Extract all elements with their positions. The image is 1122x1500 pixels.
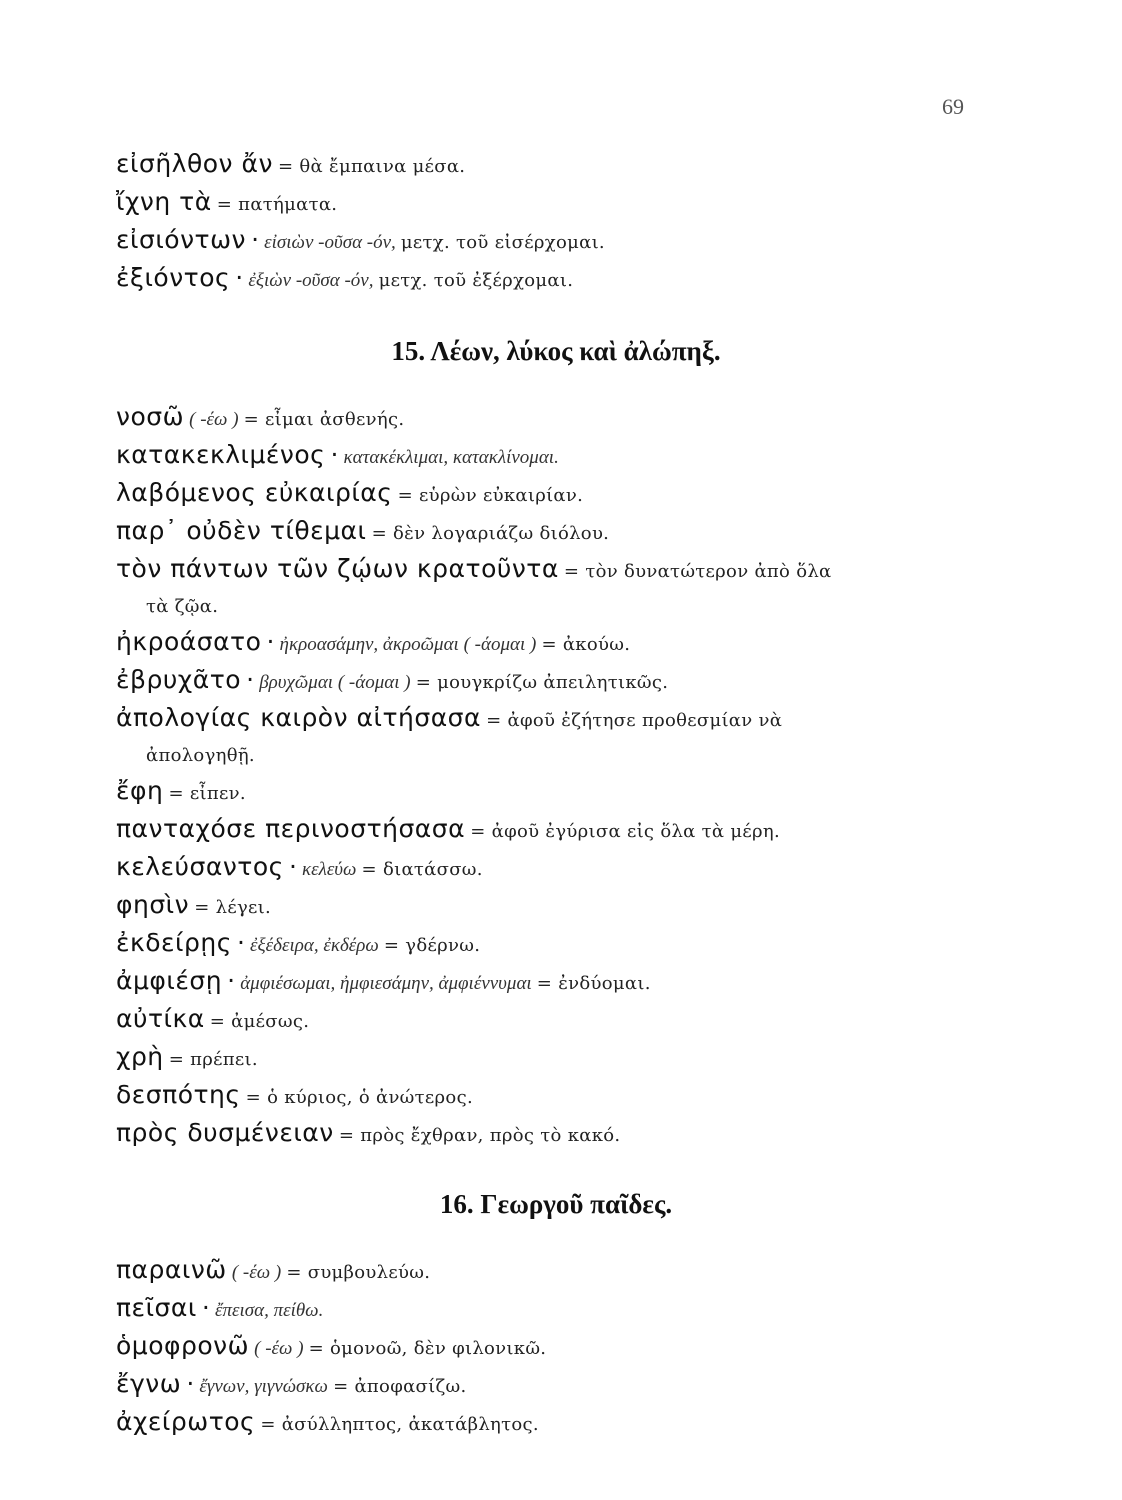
glossary-entry bbox=[116, 849, 996, 887]
glossary-entry bbox=[116, 1077, 996, 1115]
gloss-text: = ὁμονοῶ, δὲν φιλονικῶ. bbox=[308, 1338, 547, 1359]
gloss-text: = εἶπεν. bbox=[168, 783, 246, 804]
glossary-content bbox=[116, 146, 996, 1442]
grammar-note: ἐξέδειρα, ἐκδέρω bbox=[250, 935, 379, 956]
headword: ἐξιόντος bbox=[116, 263, 231, 292]
headword: αὐτίκα bbox=[116, 1004, 205, 1033]
section-title-16: 16. Γεωργοῦ παῖδες. bbox=[439, 1189, 673, 1219]
grammar-note: ( -έω ) bbox=[189, 409, 239, 430]
gloss-text: = εἶμαι ἀσθενής. bbox=[243, 409, 405, 430]
gloss-text: = συμβουλεύω. bbox=[286, 1262, 431, 1283]
glossary-entry bbox=[116, 260, 996, 298]
headword: ἴχνη τὰ bbox=[116, 187, 212, 216]
grammar-note: ἀμφιέσωμαι, ἠμφιεσάμην, ἀμφιέννυμαι bbox=[240, 973, 532, 994]
headword: ἔφη bbox=[116, 776, 164, 805]
glossary-entry bbox=[116, 551, 996, 589]
gloss-text: τὰ ζῷα. bbox=[146, 596, 219, 617]
grammar-note: εἰσιὼν -οῦσα -όν, bbox=[264, 232, 396, 253]
headword: τὸν πάντων τῶν ζῴων κρατοῦντα bbox=[116, 554, 559, 583]
gloss-text: = θὰ ἔμπαινα μέσα. bbox=[278, 156, 466, 177]
glossary-entry bbox=[116, 1404, 996, 1442]
glossary-entry bbox=[116, 700, 996, 738]
glossary-entry bbox=[116, 773, 996, 811]
gloss-text: = ὁ κύριος, ὁ ἀνώτερος. bbox=[245, 1087, 473, 1108]
headword: δεσπότης bbox=[116, 1080, 241, 1109]
entry-list-c bbox=[116, 1252, 996, 1442]
gloss-text: = ἀφοῦ ἐγύρισα εἰς ὅλα τὰ μέρη. bbox=[470, 821, 780, 842]
grammar-note: βρυχῶμαι ( -άομαι ) bbox=[259, 672, 411, 693]
grammar-note: ( -έω ) bbox=[231, 1262, 282, 1283]
glossary-entry bbox=[116, 475, 996, 513]
glossary-entry bbox=[116, 513, 996, 551]
headword: ἀπολογίας καιρὸν αἰτήσασα bbox=[116, 703, 482, 732]
separator: · bbox=[246, 665, 255, 694]
separator: · bbox=[227, 966, 236, 995]
gloss-text: = εὑρὼν εὐκαιρίαν. bbox=[397, 485, 584, 506]
separator: · bbox=[235, 263, 244, 292]
headword: κελεύσαντος bbox=[116, 852, 284, 881]
glossary-entry bbox=[116, 1290, 996, 1328]
glossary-entry bbox=[116, 1115, 996, 1153]
gloss-text: = ἀκούω. bbox=[541, 634, 631, 655]
grammar-note: κελεύω bbox=[301, 859, 357, 880]
gloss-text: = γδέρνω. bbox=[383, 935, 481, 956]
headword: πανταχόσε περινοστήσασα bbox=[116, 814, 466, 843]
glossary-entry bbox=[116, 925, 996, 963]
separator: · bbox=[186, 1369, 195, 1398]
separator: · bbox=[288, 852, 297, 881]
grammar-note: ( -έω ) bbox=[254, 1338, 304, 1359]
headword: νοσῶ bbox=[116, 402, 185, 431]
gloss-text: = πρέπει. bbox=[168, 1049, 258, 1070]
glossary-entry bbox=[116, 887, 996, 925]
gloss-text: = ἀφοῦ ἐζήτησε προθεσμίαν νὰ bbox=[486, 710, 783, 731]
headword: παρ᾽ οὐδὲν τίθεμαι bbox=[116, 516, 367, 545]
headword: χρὴ bbox=[116, 1042, 164, 1071]
gloss-text: = διατάσσω. bbox=[361, 859, 483, 880]
headword: λαβόμενος εὐκαιρίας bbox=[116, 478, 393, 507]
gloss-text: = πατήματα. bbox=[216, 194, 338, 215]
grammar-note: ἐξιὼν -οῦσα -όν, bbox=[248, 270, 374, 291]
headword: παραινῶ bbox=[116, 1255, 227, 1284]
glossary-entry bbox=[116, 399, 996, 437]
glossary-entry bbox=[116, 1252, 996, 1290]
page-number: 69 bbox=[942, 94, 964, 119]
gloss-text: = δὲν λογαριάζω διόλου. bbox=[371, 523, 610, 544]
gloss-text: ἀπολογηθῇ. bbox=[146, 745, 255, 766]
headword: ἀμφιέσῃ bbox=[116, 966, 223, 995]
headword: πεῖσαι bbox=[116, 1293, 197, 1322]
headword: εἰσιόντων bbox=[116, 225, 246, 254]
glossary-entry bbox=[116, 184, 996, 222]
headword: ἐκδείρῃς bbox=[116, 928, 232, 957]
glossary-entry bbox=[116, 1328, 996, 1366]
separator: · bbox=[330, 440, 339, 469]
gloss-text: = ἀσύλληπτος, ἀκατάβλητος. bbox=[260, 1414, 539, 1435]
glossary-entry bbox=[116, 662, 996, 700]
entry-list-a bbox=[116, 146, 996, 298]
gloss-text: = μουγκρίζω ἀπειλητικῶς. bbox=[415, 672, 669, 693]
headword: ἐβρυχᾶτο bbox=[116, 665, 242, 694]
headword: ὁμοφρονῶ bbox=[116, 1331, 250, 1360]
glossary-entry bbox=[116, 963, 996, 1001]
glossary-entry bbox=[116, 146, 996, 184]
glossary-entry bbox=[116, 222, 996, 260]
headword: ἀχείρωτος bbox=[116, 1407, 256, 1436]
section-title-15: 15. Λέων, λύκος καὶ ἀλώπηξ. bbox=[391, 336, 721, 366]
glossary-entry bbox=[116, 1001, 996, 1039]
separator: · bbox=[251, 225, 260, 254]
gloss-text: = λέγει. bbox=[194, 897, 272, 918]
gloss-text: = ἀμέσως. bbox=[209, 1011, 310, 1032]
headword: ἔγνω bbox=[116, 1369, 182, 1398]
headword: κατακεκλιμένος bbox=[116, 440, 326, 469]
separator: · bbox=[201, 1293, 210, 1322]
grammar-note: ἠκροασάμην, ἀκροῶμαι ( -άομαι ) bbox=[279, 634, 537, 655]
gloss-text: = τὸν δυνατώτερον ἀπὸ ὅλα bbox=[563, 561, 832, 582]
separator: · bbox=[266, 627, 275, 656]
gloss-text: μετχ. τοῦ ἐξέρχομαι. bbox=[378, 270, 574, 291]
gloss-text: μετχ. τοῦ εἰσέρχομαι. bbox=[400, 232, 605, 253]
headword: ἠκροάσατο bbox=[116, 627, 262, 656]
grammar-note: κατακέκλιμαι, κατακλίνομαι. bbox=[343, 447, 559, 468]
glossary-entry bbox=[116, 811, 996, 849]
separator: · bbox=[237, 928, 245, 957]
glossary-entry bbox=[116, 437, 996, 475]
headword: πρὸς δυσμένειαν bbox=[116, 1118, 334, 1147]
grammar-note: ἔγνων, γιγνώσκω bbox=[199, 1376, 328, 1397]
headword: εἰσῆλθον ἄν bbox=[116, 149, 273, 178]
glossary-entry bbox=[116, 1039, 996, 1077]
grammar-note: ἔπεισα, πείθω. bbox=[214, 1300, 324, 1321]
entry-continuation bbox=[116, 738, 996, 773]
entry-list-b bbox=[116, 399, 996, 1153]
gloss-text: = ἀποφασίζω. bbox=[333, 1376, 467, 1397]
glossary-entry bbox=[116, 624, 996, 662]
gloss-text: = πρὸς ἔχθραν, πρὸς τὸ κακό. bbox=[338, 1125, 621, 1146]
headword: φησὶν bbox=[116, 890, 190, 919]
gloss-text: = ἐνδύομαι. bbox=[536, 973, 651, 994]
entry-continuation bbox=[116, 589, 996, 624]
glossary-entry bbox=[116, 1366, 996, 1404]
